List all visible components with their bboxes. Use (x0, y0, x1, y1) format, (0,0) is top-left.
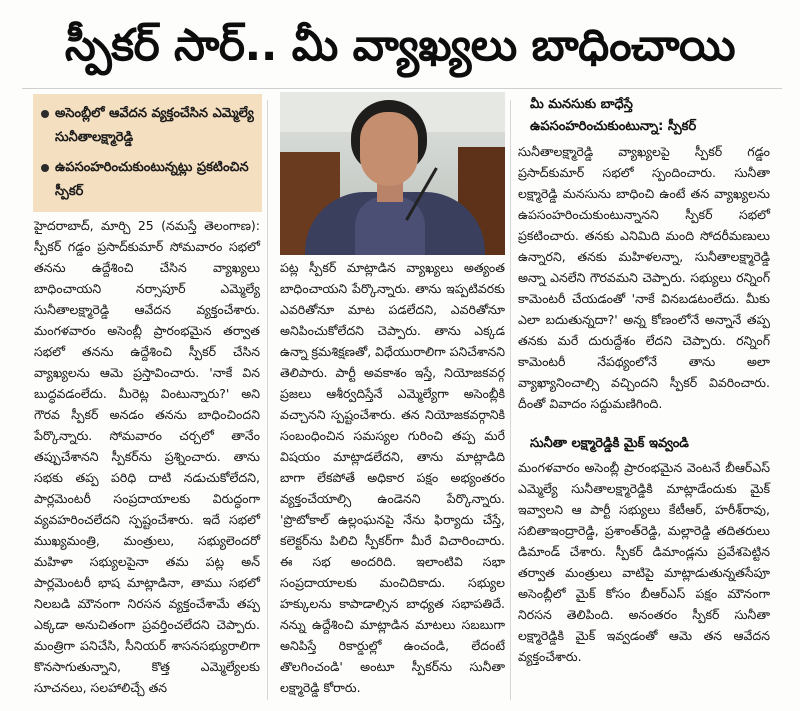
sidebar-heading: మీ మనసుకు బాధేస్తే ఉపసంహరించుకుంటున్నా: స్పీకర్ (530, 97, 697, 134)
article-paragraph: మంగళవారం అసెంబ్లీ ప్రారంభమైన వెంటనే బీఆర్‌ఎస్ ఎమ్మెల్యే సునీతాలక్ష్మారెడ్డికి మాట్లాడేందుకు మైక్ ఇవ్వాలని ఆ పార్టీ సభ్యులు కేటీఆర్, హరీశ్‌రావు, సబితాఇంద్రారెడ్డి, ప్రశాంత్‌రెడ్డి, మల్లారెడ్డి తదితరులు డిమాండ్ చేశారు. స్పీకర్ డిమాండ్లను ప్రవేశపెట్టిన తర్వాత మంత్రులు వాటిపై మాట్లాడుతున్నతసేపూ అసెంబ్లీలో మైక్ కోసం బీఆర్‌ఎస్ పక్షం మౌనంగా నిరసన తెలిపింది. అనంతరం స్పీకర్ సునీతా లక్ష్మారెడ్డికి మైక్ ఇవ్వడంతో ఆమె తన ఆవేదన వ్యక్తంచేశారు. (518, 460, 770, 664)
bullet-icon (41, 110, 49, 118)
highlights-box (33, 94, 262, 212)
article-column-3-top (518, 141, 770, 414)
article-paragraph: హైదరాబాద్, మార్చి 25 (నమస్తే తెలంగాణ): స్పీకర్ గడ్డం ప్రసాద్‌కుమార్ సోమవారం సభలో తనను ఉద్దేశించి చేసిన వ్యాఖ్యలు బాధించాయని నర్సాపూర్ ఎమ్మెల్యే సునీతాలక్ష్మారెడ్డి ఆవేదన వ్యక్తంచేశారు. మంగళవారం అసెంబ్లీ ప్రారంభమైన తర్వాత సభలో తనను ఉద్దేశించి స్పీకర్ చేసిన వ్యాఖ్యలను ఆమె ప్రస్తావించారు. 'నాకే విన బుద్ధవడంలేదు. మీరెట్ల వింటున్నారు?' అని గౌరవ స్పీకర్ అనడం తనను బాధించిందని పేర్కొన్నారు. సోమవారం చర్చలో తానేం తప్పుచేశానని స్పీకర్‌ను ప్రశ్నించారు. తాను సభకు తప్ప పరిధి దాటి నడుచుకోలేదని, పార్లమెంటరీ సంప్రదాయాలకు విరుద్ధంగా వ్యవహరించలేదని స్పష్టంచేశారు. ఇదే సభలో ముఖ్యమంత్రి, మంత్రులు, సభ్యులెందరో మహిళా సభ్యులపైనా తమ పట్ల అన్ పార్లమెంటరీ భాష మాట్లాడినా, తాము సభలో నిలబడి మౌనంగా నిరసన వ్యక్తంచేశామే తప్ప ఎక్కడా అనుచితంగా ప్రవర్తించలేదని చెప్పారు. మంత్రిగా పనిచేసి, సీనియర్ శాసనసభ్యురాలిగా కొనసాగుతున్నాని, కొత్త ఎమ్మెల్యేలకు సూచనలు, సలహాలిచ్చే తన (34, 218, 260, 695)
column-divider (510, 100, 511, 700)
headline-divider (22, 88, 782, 89)
column-divider (267, 100, 268, 700)
article-paragraph: పట్ల స్పీకర్ మాట్లాడిన వ్యాఖ్యలు అత్యంత బాధించాయని పేర్కొన్నారు. తాను ఇప్పటివరకు ఎవరితోనూ మాట పడలేదని, ఎవరితోనూ అనిపించుకోలేదని చెప్పారు. తాను ఎక్కడ ఉన్నా క్రమశిక్షణతో, విధేయురాలిగా పనిచేశానని తెలిపారు. పార్టీ అవకాశం ఇస్తే, నియోజకవర్గ ప్రజలు ఆశీర్వదిస్తేనే ఎమ్మెల్యేగా అసెంబ్లీకి వచ్చానని స్పష్టంచేశారు. తన నియోజకవర్గానికి సంబంధించిన సమస్యల గురించి తప్ప మరే విషయం మాట్లాడలేదని, తాను మాట్లాడిది బాగా లేకపోతే అధికార పక్షం అభ్యంతరం వ్యక్తంచేయాల్సి ఉండెనని పేర్కొన్నారు. 'ప్రొటోకాల్ ఉల్లంఘనపై నేను ఫిర్యాదు చేస్తే, కలెక్టర్‌ను పిలిచి స్పీకర్‌గా మీరే విచారించారు. ఈ సభ అందరిది. ఇలాంటివి సభా సంప్రదాయాలకు మంచిదికాదు. సభ్యుల హక్కులను కాపాడాల్సిన బాధ్యత సభాపతిదే. నన్ను ఉద్దేశించి మాట్లాడిన మాటలు సబబుగా అనిపిస్తే రికార్డుల్లో ఉంచండి, లేదంటే తొలగించండి' అంటూ స్పీకర్‌ను సునీతా లక్ష్మారెడ్డి కోరారు. (280, 260, 505, 695)
sidebar-subheading: సునీతా లక్ష్మారెడ్డికి మైక్ ఇవ్వండి (530, 436, 689, 451)
highlight-text: ఉపసంహరించుకుంటున్నట్లు ప్రకటించిన స్పీకర్ (55, 160, 249, 199)
speaker-photo (280, 92, 505, 255)
highlight-text: అసెంబ్లీలో ఆవేదన వ్యక్తంచేసిన ఎమ్మెల్యే సునీతాలక్ష్మారెడ్డి (55, 106, 254, 145)
article-column-2 (280, 257, 505, 698)
highlight-item (41, 156, 254, 204)
article-column-1 (34, 215, 260, 698)
photo-face (360, 112, 418, 186)
highlight-item (41, 102, 254, 150)
article-paragraph: సునీతాలక్ష్మారెడ్డి వ్యాఖ్యలపై స్పీకర్ గడ్డం ప్రసాద్‌కుమార్ సభలో స్పందించారు. సునీతా లక్ష్మారెడ్డి మనసును బాధించి ఉంటే తన వ్యాఖ్యలను ఉపసంహరించుకుంటున్నానని స్పీకర్ సభలో ప్రకటించారు. తనకు ఎనిమిది మంది సోదరీమణులు ఉన్నారని, తనకు మహిళలన్నా, సునీతాలక్ష్మారెడ్డి అన్నా ఎనలేని గౌరవమని చెప్పారు. సభ్యులు రన్నింగ్ కామెంటరీ చేయడంతో 'నాకే వినబడటంలేదు. మీకు ఎలా బదుతున్నదా?' అన్న కోణంలోనే అన్నానే తప్ప తనకు మరే దురుద్దేశం లేదని చెప్పారు. రన్నింగ్ కామెంటరీ నేపథ్యంలోనే తాను అలా వ్యాఖ్యానించాల్సి వచ్చిందని స్పీకర్ వివరించారు. దీంతో వివాదం సద్దుమణిగింది. (518, 144, 770, 411)
bullet-icon (41, 164, 49, 172)
article-column-3-bottom (518, 457, 770, 667)
headline: స్పీకర్ సార్.. మీ వ్యాఖ్యలు బాధించాయి (64, 20, 736, 71)
